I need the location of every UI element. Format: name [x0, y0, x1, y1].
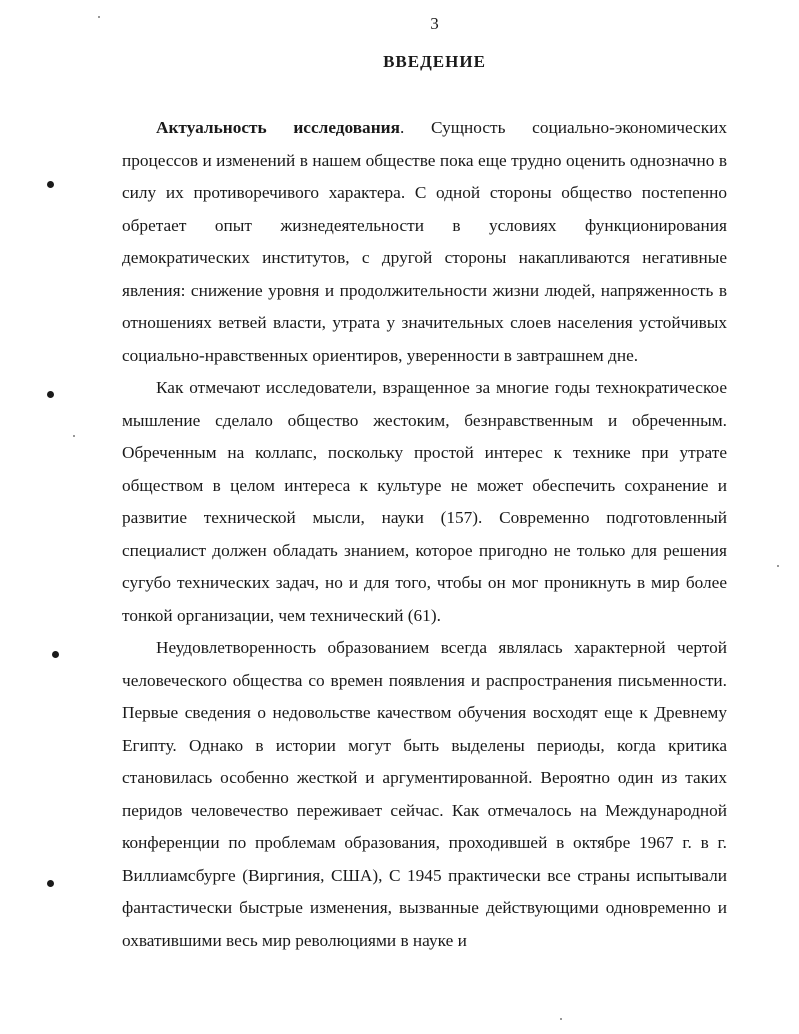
- binder-mark: [47, 880, 54, 887]
- scan-speck: [73, 435, 75, 437]
- binder-mark: [47, 181, 54, 188]
- scan-speck: [560, 1018, 562, 1020]
- page-title: ВВЕДЕНИЕ: [383, 52, 486, 71]
- page-number: 3: [430, 14, 439, 33]
- paragraph-1-text: . Сущность социально-экономических процессов и изменений в нашем обществе пока еще трудно оценить однозначно в силу их противоречивого характера. С одной стороны общество постепенно обретает опыт жизнедеятельности в условиях функционирования демократических институтов, с другой стороны накапливаются негативные явления: снижение уровня и продолжительности жизни людей, напряженность в отношениях ветвей власти, утрата у значительных слоев населения устойчивых социально-нравственных ориентиров, уверенности в завтрашнем дне.: [122, 118, 728, 365]
- body-text: [122, 112, 727, 957]
- paragraph-2: Как отмечают исследователи, взращенное за многие годы технократическое мышление сделало общество жестоким, безнравственным и обреченным. Обреченным на коллапс, поскольку простой интерес к технике при утрате обществом в целом интереса к культуре не может обеспечить сохранение и развитие технической мысли, науки (157). Современно подготовленный специалист должен обладать знанием, которое пригодно не только для решения сугубо технических задач, но и для того, чтобы он мог проникнуть в мир более тонкой организации, чем технический (61).: [122, 378, 727, 625]
- scan-speck: [98, 16, 100, 18]
- binder-mark: [52, 651, 59, 658]
- paragraph-3: Неудовлетворенность образованием всегда являлась характерной чертой человеческого общества со времен появления и распространения письменности. Первые сведения о недовольстве качеством обучения восходят еще к Древнему Египту. Однако в истории могут быть выделены периоды, когда критика становилась особенно жесткой и аргументированной. Вероятно один из таких перидов человечество переживает сейчас. Как отмечалось на Международной конференции по проблемам образования, проходившей в октябре 1967 г. в г. Виллиамсбурге (Виргиния, США), С 1945 практически все страны испытывали фантастически быстрые изменения, вызванные действующими одновременно и охватившими весь мир революциями в науке и: [122, 638, 727, 950]
- paragraph-1: [122, 112, 727, 372]
- paragraph-1-lead: Актуальность исследования: [156, 118, 400, 137]
- binder-mark: [47, 391, 54, 398]
- scan-speck: [777, 565, 779, 567]
